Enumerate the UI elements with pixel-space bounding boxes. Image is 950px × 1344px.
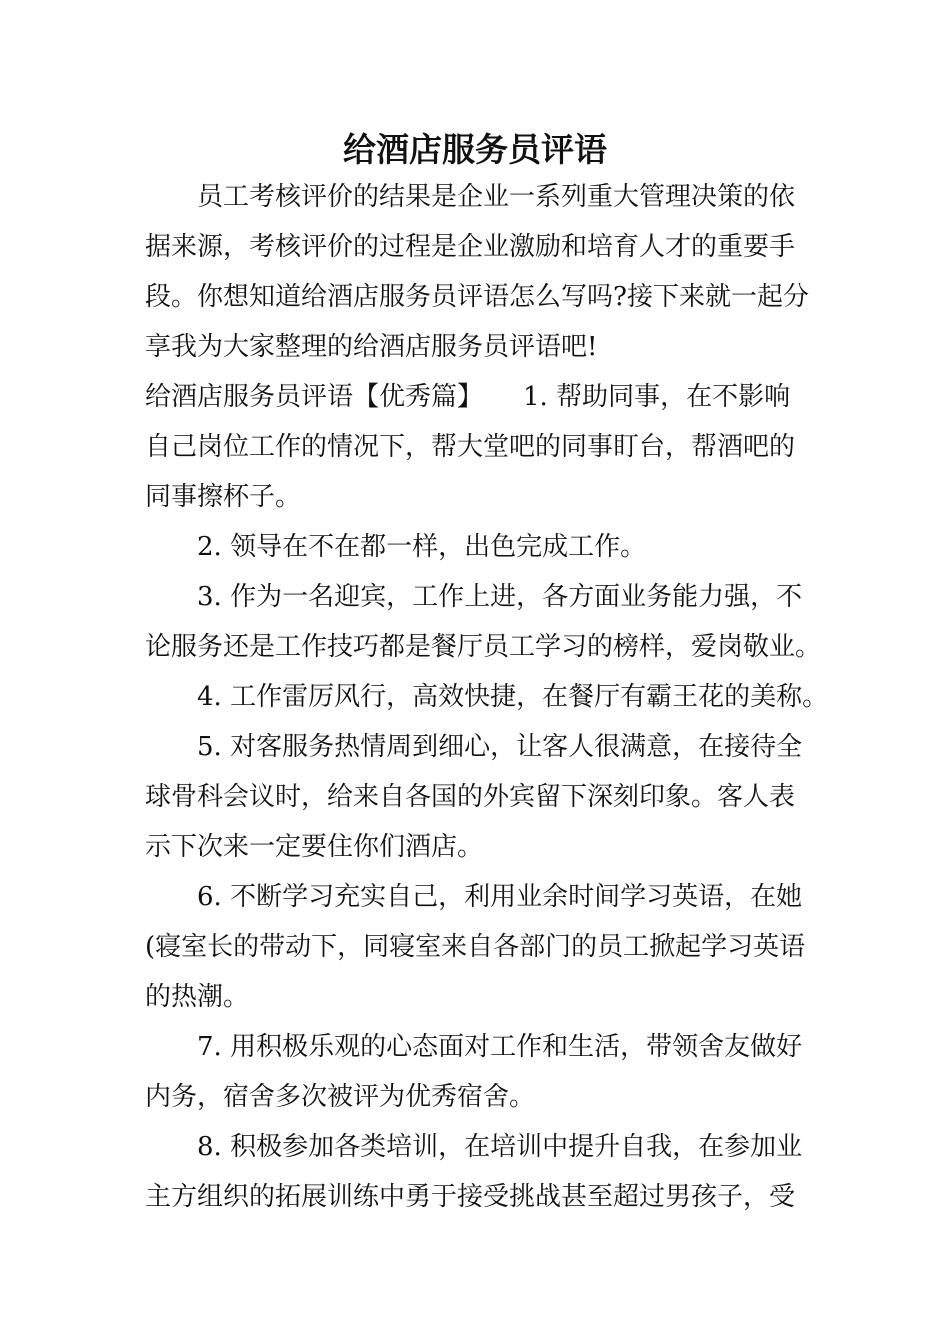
paragraph-line: 自己岗位工作的情况下，帮大堂吧的同事盯台，帮酒吧的: [145, 432, 796, 462]
paragraph-line: 段。你想知道给酒店服务员评语怎么写吗?接下来就一起分: [145, 282, 809, 312]
list-item-line: 5. 对客服务热情周到细心，让客人很满意，在接待全: [197, 732, 803, 762]
list-item-line: (寝室长的带动下，同寝室来自各部门的员工掀起学习英语: [145, 932, 806, 962]
paragraph-line: 据来源，考核评价的过程是企业激励和培育人才的重要手: [145, 232, 796, 262]
list-item-line: 3. 作为一名迎宾，工作上进，各方面业务能力强，不: [197, 582, 803, 612]
paragraph-line: 享我为大家整理的给酒店服务员评语吧!: [145, 332, 598, 362]
paragraph-line: 员工考核评价的结果是企业一系列重大管理决策的依: [197, 182, 796, 212]
list-item-line: 主方组织的拓展训练中勇于接受挑战甚至超过男孩子，受: [145, 1182, 796, 1212]
paragraph-text: 1. 帮助同事，在不影响: [523, 382, 791, 412]
list-item-line: 4. 工作雷厉风行，高效快捷，在餐厅有霸王花的美称。: [197, 682, 829, 712]
list-item-line: 球骨科会议时，给来自各国的外宾留下深刻印象。客人表: [145, 782, 796, 812]
list-item-line: 内务，宿舍多次被评为优秀宿舍。: [145, 1082, 536, 1112]
list-item-line: 示下次来一定要住你们酒店。: [145, 832, 484, 862]
list-item-line: 2. 领导在不在都一样，出色完成工作。: [197, 532, 647, 562]
list-item-line: 6. 不断学习充实自己，利用业余时间学习英语，在她: [197, 882, 803, 912]
paragraph-line: 同事擦杯子。: [145, 482, 302, 512]
list-item-line: 8. 积极参加各类培训，在培训中提升自我，在参加业: [197, 1132, 803, 1162]
list-item-line: 的热潮。: [145, 982, 250, 1012]
document-title: 给酒店服务员评语: [343, 130, 607, 169]
list-item-line: 论服务还是工作技巧都是餐厅员工学习的榜样，爱岗敬业。: [145, 632, 822, 662]
list-item-line: 7. 用积极乐观的心态面对工作和生活，带领舍友做好: [197, 1032, 803, 1062]
section-heading: 给酒店服务员评语【优秀篇】: [145, 382, 484, 412]
section-heading-line: [145, 372, 790, 422]
